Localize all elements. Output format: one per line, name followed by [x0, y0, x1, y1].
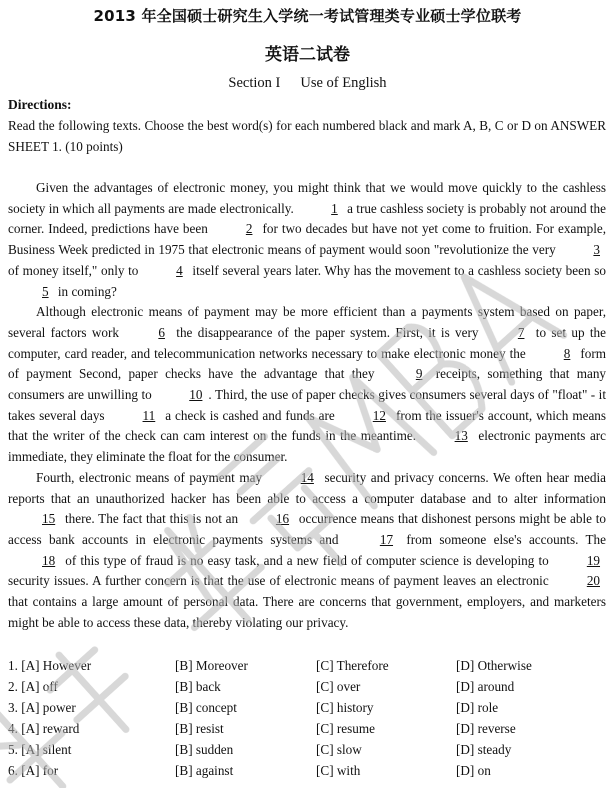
blank-12: 12: [372, 407, 386, 423]
passage-text: for two decades but have not yet come to fruition. For example, Business Week predicted in 1975 that electronic means of payment would soon "revolutionize the very: [8, 221, 607, 258]
passage-text: of this type of fraud is no easy task, and a new field of computer science is developing to: [65, 552, 549, 568]
section-name: Use of English: [300, 75, 387, 91]
option-b: [B] sudden: [175, 742, 234, 757]
passage-text: security issues. A further concern is that the use of electronic means of payment leaves an electronic: [8, 573, 549, 589]
cloze-passage: [8, 178, 606, 633]
blank-3: 3: [593, 242, 600, 258]
option-d: [D] reverse: [456, 721, 516, 736]
passage-text: of money itself," only to: [8, 262, 139, 278]
passage-text: from the issuer's account, which means that the writer of the check can cam interest on the funds in the meantime.: [8, 407, 607, 444]
blank-20: 20: [586, 573, 600, 589]
option-c: [C] history: [316, 700, 374, 715]
option-d: [D] steady: [456, 742, 512, 757]
blank-4: 4: [176, 262, 183, 278]
option-b: [B] against: [175, 763, 234, 778]
option-c: [C] over: [316, 679, 361, 694]
blank-2: 2: [245, 221, 253, 237]
option-row: [8, 676, 606, 697]
section-number: Section I: [228, 75, 281, 91]
option-c: [C] slow: [316, 742, 362, 757]
passage-text: in coming?: [57, 283, 117, 299]
option-row: [8, 697, 606, 718]
passage-text: occurrence means that dishonest persons might be able to access bank accounts in electronic payments systems and: [8, 511, 607, 547]
option-row: [8, 718, 606, 739]
passage-text: Given the advantages of electronic money, you might think that we would move quickly to the cashless society in which all payments are made electronically.: [8, 180, 606, 216]
passage-text: a check is cashed and funds are: [165, 407, 335, 423]
option-a: 4. [A] reward: [8, 721, 80, 736]
option-c: [C] Therefore: [316, 658, 389, 673]
option-row: [8, 655, 606, 676]
directions-text: Read the following texts. Choose the best word(s) for each numbered black and mark A, B, C or D on ANSWER SHEET 1. (10 points): [8, 118, 606, 154]
blank-17: 17: [379, 531, 394, 547]
option-b: [B] Moreover: [175, 658, 248, 673]
option-a: 6. [A] for: [8, 763, 59, 778]
option-d: [D] Otherwise: [456, 658, 532, 673]
exam-subtitle: 英语二试卷: [265, 45, 350, 65]
paragraph-2: [8, 302, 606, 468]
passage-text: . Third, the use of paper checks gives consumers several days of "float" - it takes several days: [8, 387, 607, 423]
passage-text: Although electronic means of payment may be more efficient than a payments system based on paper, several factors work: [8, 304, 606, 340]
blank-16: 16: [275, 511, 290, 527]
passage-text: Fourth, electronic means of payment may: [36, 469, 263, 485]
blank-11: 11: [142, 407, 156, 423]
option-c: [C] resume: [316, 721, 375, 736]
blank-13: 13: [454, 428, 468, 444]
option-a: 1. [A] However: [8, 658, 92, 673]
option-row: [8, 739, 606, 760]
passage-text: itself several years later. Why has the movement to a cashless society been so: [192, 262, 606, 278]
passage-text: electronic payments arc immediate, they eliminate the float for the consumer.: [8, 428, 607, 465]
paragraph-3: [8, 468, 606, 634]
option-b: [B] concept: [175, 700, 237, 715]
passage-text: a true cashless society is probably not around the corner. Indeed, predictions have been: [8, 200, 607, 237]
passage-text: to set up the computer, card reader, and telecommunication networks necessary to make electronic money the: [8, 324, 607, 361]
option-a: 5. [A] silent: [8, 742, 72, 757]
blank-14: 14: [300, 469, 314, 485]
option-row: [8, 760, 606, 781]
option-a: 3. [A] power: [8, 700, 76, 715]
blank-8: 8: [563, 345, 571, 361]
section-heading: [0, 75, 615, 92]
option-b: [B] back: [175, 679, 221, 694]
blank-10: 10: [189, 387, 203, 403]
blank-6: 6: [158, 324, 165, 340]
passage-text: form of payment Second, paper checks have the advantage that they: [8, 345, 607, 382]
answer-options: [8, 655, 606, 781]
blank-9: 9: [415, 366, 423, 382]
paragraph-1: [8, 178, 606, 302]
passage-text: receipts, something that many consumers are unwilling to: [8, 366, 607, 403]
blank-18: 18: [42, 552, 56, 568]
blank-1: 1: [331, 200, 338, 216]
passage-text: that contains a large amount of personal data. There are concerns that government, employers, and marketers might be able to access these data, thereby violating our privacy.: [8, 594, 606, 630]
option-d: [D] role: [456, 700, 499, 715]
passage-text: the disappearance of the paper system. First, it is very: [176, 324, 479, 340]
option-d: [D] around: [456, 679, 515, 694]
exam-title: 2013 年全国硕士研究生入学统一考试管理类专业硕士学位联考: [93, 7, 522, 25]
option-b: [B] resist: [175, 721, 224, 736]
option-d: [D] on: [456, 763, 491, 778]
option-c: [C] with: [316, 763, 361, 778]
directions-heading: Directions:: [8, 97, 72, 112]
passage-text: security and privacy concerns. We often hear media reports that an unauthorized hacker has been able to access a computer database and to alter information: [8, 469, 606, 506]
blank-19: 19: [586, 552, 601, 568]
blank-5: 5: [42, 283, 49, 299]
option-a: 2. [A] off: [8, 679, 58, 694]
passage-text: there. The fact that this is not an: [64, 511, 239, 527]
blank-15: 15: [42, 511, 56, 527]
blank-7: 7: [517, 324, 525, 340]
passage-text: from someone else's accounts. The: [406, 531, 607, 547]
